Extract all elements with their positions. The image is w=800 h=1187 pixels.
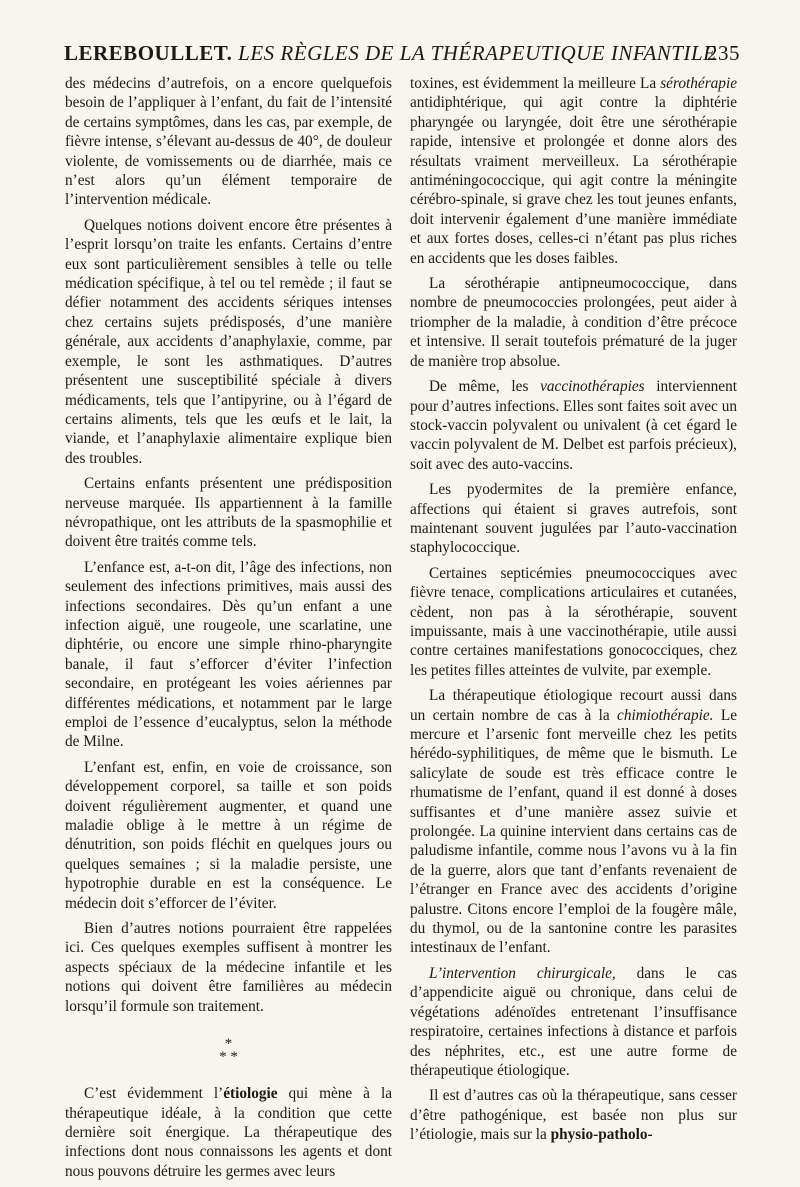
- paragraph: La sérothérapie antipneumococcique, dans nombre de pneumococcies prolongées, peut aider à triompher de la maladie, à condition d’être précoce et intensive. Il serait toutefois prématuré de la juger de manière trop absolue.: [410, 275, 737, 370]
- right-column: [410, 74, 737, 1151]
- bold-term: physio-patholo-: [550, 1126, 653, 1144]
- text-run: interviennent pour d’autres infections. Elles sont faites soit avec un stock-vaccin polyvalent ou univalent (à cet égard le vaccin polyvalent de M. Delbet est parfois précieux), soit avec des auto-vaccins.: [410, 378, 737, 473]
- text-run: De même, les: [429, 378, 541, 396]
- bold-term: étiologie: [223, 1085, 278, 1103]
- italic-term: sérothérapie: [660, 75, 737, 92]
- paragraph: Les pyodermites de la première enfance, affections qui étaient si graves autrefois, sont maintenant souvent jugulées par l’auto-vaccination staphylococcique.: [410, 481, 737, 557]
- italic-term: chimiothérapie.: [617, 706, 714, 724]
- text-run: qui mène à la thérapeutique idéale, à la condition que cette dernière soit énergique. La thérapeutique des infections dont nous connaissons les agents et dont nous pouvons détruire les germes avec leurs: [65, 1085, 392, 1180]
- paragraph: [410, 686, 737, 958]
- text-run: Le mercure et l’arsenic font merveille chez les petits hérédo-syphilitiques, de même que le bismuth. Le salicylate de soude est très efficace contre le rhumatisme de l’enfant, quand il est donné à doses suffisantes et d’une manière assez suivie et prolongée. La quinine intervient dans certains cas de paludisme infantile, comme nous l’avons vu à la fin de la guerre, alors que tant d’enfants revenaient de l’étranger en France avec des accidents d’origine palustre. Citons encore l’emploi de la fougère mâle, du thymol, ou de la santonine contre les parasites intestinaux de l’enfant.: [410, 706, 737, 957]
- left-column: [65, 74, 392, 1187]
- text-run: dans le cas d’appendicite aiguë ou chronique, dans celui de végétations adénoïdes entretenant l’insuffisance respiratoire, certaines infections à distance et parfois des néphrites, etc., est une autre forme de thérapeutique étiologique.: [410, 964, 737, 1079]
- paragraph: Quelques notions doivent encore être présentes à l’esprit lorsqu’on traite les enfants. Certains d’entre eux sont particulièrement sensibles à telle ou telle médication spécifique, à tel ou tel remède ; il faut se défier notamment des accidents sériques intenses chez certains sujets prédisposés, d’une manière générale, aux accidents d’anaphylaxie, comme, par exemple, le sont les asthmatiques. D’autres présentent une susceptibilité spéciale à divers médicaments, tels que l’antipyrine, ou à l’égard de certains aliments, tels que les œufs et le lait, la viande, et l’anaphylaxie alimentaire explique bien des troubles.: [65, 216, 392, 467]
- separator-star: *: [219, 1049, 227, 1066]
- page-number: 235: [707, 41, 740, 65]
- paragraph: Certaines septicémies pneumococciques avec fièvre tenace, complications articulaires et cutanées, cèdent, non pas à la sérothérapie, souvent impuissante, mais à une vaccinothérapie, utile aussi contre certaines manifestations gonococciques, chez les petites filles atteintes de vulvite, par exemple.: [410, 564, 737, 679]
- paragraph: [65, 1084, 392, 1181]
- paragraph: [410, 1086, 737, 1144]
- text-run: antidiphtérique, qui agit contre la diphtérie pharyngée ou laryngée, doit être une sérothérapie rapide, intensive et prolongée et donne alors des résultats vraiment merveilleux. La sérothérapie antiméningococcique, qui agit contre la méningite cérébro-spinale, si grave chez les tout jeunes enfants, doit intervenir également d’une manière immédiate et aux fortes doses, celles-ci n’étant pas plus riches en accidents que les doses faibles.: [410, 94, 737, 267]
- paragraph: L’enfant est, enfin, en voie de croissance, son développement corporel, sa taille et son poids doivent régulièrement augmenter, et quand une maladie oblige à le mettre à un régime de dénutrition, son poids fléchit en quelques jours ou quelques semaines ; si la maladie persiste, une hypotrophie durable en est la conséquence. Le médecin doit s’efforcer de l’éviter.: [65, 758, 392, 912]
- separator-star: *: [224, 1036, 233, 1053]
- paragraph: [410, 74, 737, 268]
- text-run: Il est d’autres cas où la thérapeutique, sans cesser d’être pathogénique, est basée non plus sur l’étiologie, mais sur la: [410, 1087, 737, 1144]
- paragraph: Bien d’autres notions pourraient être rappelées ici. Ces quelques exemples suffisent à montrer les aspects spéciaux de la médecine infantile et les notions qui doivent être familières au médecin lorsqu’il formule son traitement.: [65, 920, 392, 1015]
- paragraph: [410, 964, 737, 1080]
- text-run: La thérapeutique étiologique recourt aussi dans un certain nombre de cas à la: [410, 687, 737, 724]
- paragraph: Certains enfants présentent une prédisposition nerveuse marquée. Ils appartiennent à la famille névropathique, ont les attributs de la spasmophilie et doivent être traités comme tels.: [65, 475, 392, 551]
- separator-star: *: [230, 1049, 238, 1066]
- italic-term: L’intervention chirurgicale,: [429, 964, 616, 982]
- paragraph: L’enfance est, a-t-on dit, l’âge des infections, non seulement des infections primitives, mais aussi des infections secondaires. Dès qu’un enfant a une infection aiguë, une rougeole, une scarlatine, une diphtérie, ou encore une simple rhino-pharyngite banale, il faut s’efforcer d’éviter l’infection secondaire, en protégeant les voies aériennes par différentes médications, et notamment par le large emploi de l’essence d’eucalyptus, selon la méthode de Milne.: [65, 558, 392, 751]
- text-run: C’est évidemment l’: [84, 1085, 224, 1103]
- paragraph: [410, 377, 737, 474]
- italic-term: vaccinothérapies: [540, 378, 645, 396]
- section-separator: [65, 1038, 392, 1064]
- running-header: [64, 40, 740, 66]
- text-run: toxines, est évidemment la meilleure La: [410, 75, 661, 92]
- header-title: LES RÈGLES DE LA THÉRAPEUTIQUE INFANTILE: [238, 41, 717, 65]
- paragraph: des médecins d’autrefois, on a encore quelquefois besoin de l’appliquer à l’enfant, du fait de l’intensité de certains symptômes, dans les cas, par exemple, de fièvre intense, s’élevant au-dessus de 40°, de douleur violente, de vomissements ou de diarrhée, mais ce n’est alors qu’un élément temporaire de l’intervention médicale.: [65, 75, 392, 209]
- header-author: LEREBOULLET.: [64, 41, 233, 65]
